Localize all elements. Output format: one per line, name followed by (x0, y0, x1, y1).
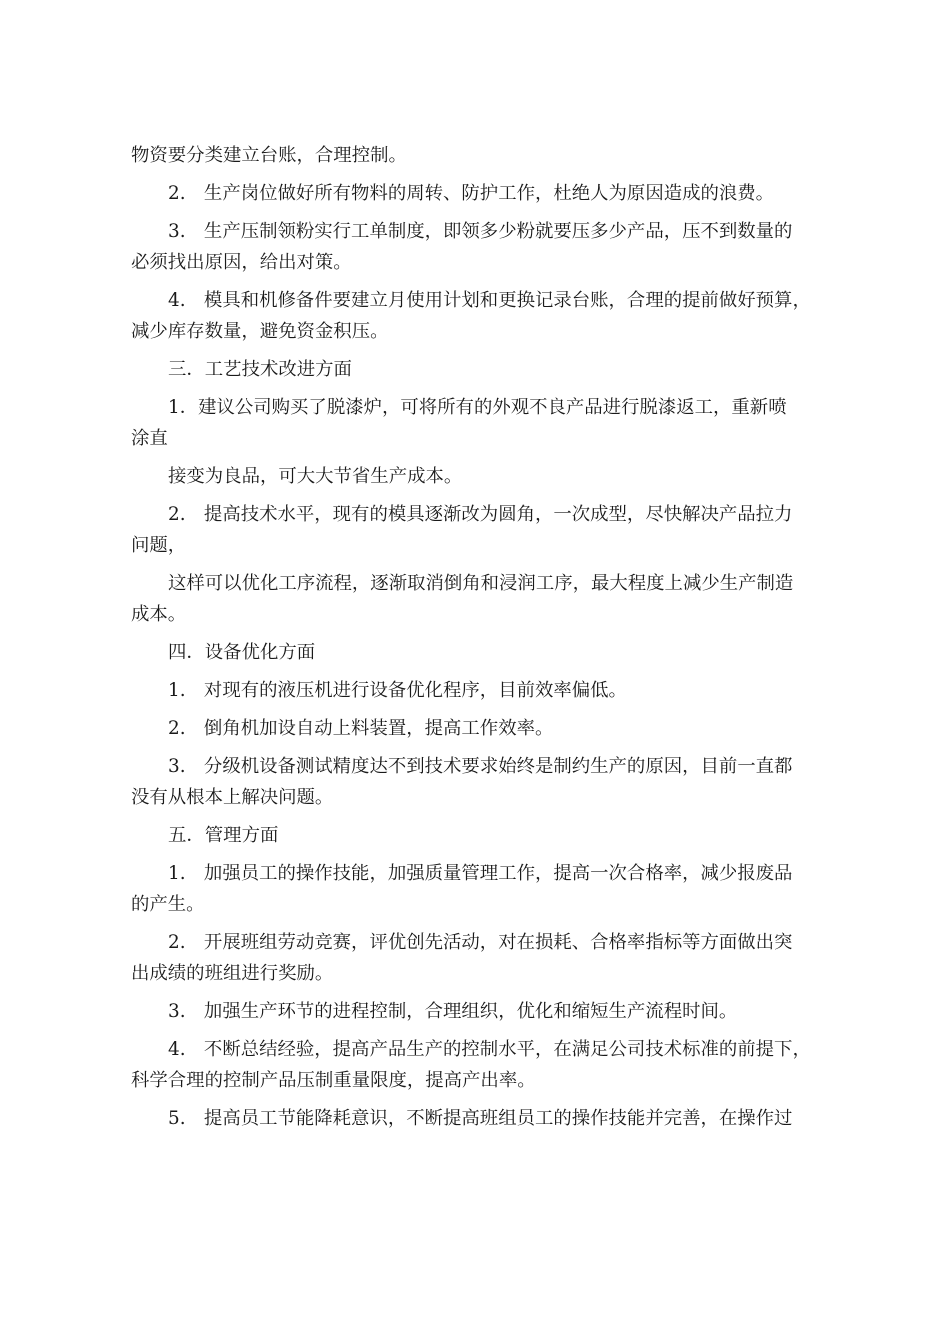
list-item-3: 3. 生产压制领粉实行工单制度，即领多少粉就要压多少产品，压不到数量的 (168, 221, 793, 242)
list-item-3: 3. 加强生产环节的进程控制，合理组织，优化和缩短生产流程时间。 (168, 1001, 738, 1022)
section-heading-management: 五．管理方面 (168, 825, 279, 846)
text-line: 成本。 (131, 604, 187, 625)
list-item-4: 4. 不断总结经验，提高产品生产的控制水平，在满足公司技术标准的前提下， (168, 1039, 811, 1060)
text-line: 必须找出原因，给出对策。 (131, 252, 352, 273)
text-line: 接变为良品，可大大节省生产成本。 (168, 466, 463, 487)
list-item-3: 3. 分级机设备测试精度达不到技术要求始终是制约生产的原因，目前一直都 (168, 756, 793, 777)
list-item-2: 2. 生产岗位做好所有物料的周转、防护工作，杜绝人为原因造成的浪费。 (168, 183, 775, 204)
list-item-4: 4. 模具和机修备件要建立月使用计划和更换记录台账，合理的提前做好预算， (168, 290, 811, 311)
text-line: 出成绩的班组进行奖励。 (131, 963, 334, 984)
list-item-2: 2. 开展班组劳动竞赛，评优创先活动，对在损耗、合格率指标等方面做出突 (168, 932, 793, 953)
text-line: 的产生。 (131, 894, 205, 915)
list-item-1: 1．建议公司购买了脱漆炉，可将所有的外观不良产品进行脱漆返工，重新喷 (168, 397, 787, 418)
text-line: 减少库存数量，避免资金积压。 (131, 321, 389, 342)
section-heading-process: 三．工艺技术改进方面 (168, 359, 352, 380)
list-item-2: 2. 提高技术水平，现有的模具逐渐改为圆角，一次成型，尽快解决产品拉力 (168, 504, 793, 525)
text-line: 物资要分类建立台账，合理控制。 (131, 145, 407, 166)
list-item-1: 1. 加强员工的操作技能，加强质量管理工作，提高一次合格率，减少报废品 (168, 863, 793, 884)
text-line: 没有从根本上解决问题。 (131, 787, 334, 808)
text-line: 科学合理的控制产品压制重量限度，提高产出率。 (131, 1070, 536, 1091)
list-item-1: 1. 对现有的液压机进行设备优化程序，目前效率偏低。 (168, 680, 627, 701)
document-body (131, 140, 831, 1134)
text-line: 这样可以优化工序流程，逐渐取消倒角和浸润工序，最大程度上减少生产制造 (168, 573, 794, 594)
list-item-2: 2. 倒角机加设自动上料装置，提高工作效率。 (168, 718, 554, 739)
text-line: 问题， (131, 535, 187, 556)
text-line: 涂直 (131, 428, 168, 449)
list-item-5: 5. 提高员工节能降耗意识，不断提高班组员工的操作技能并完善，在操作过 (168, 1108, 793, 1129)
section-heading-equipment: 四．设备优化方面 (168, 642, 316, 663)
